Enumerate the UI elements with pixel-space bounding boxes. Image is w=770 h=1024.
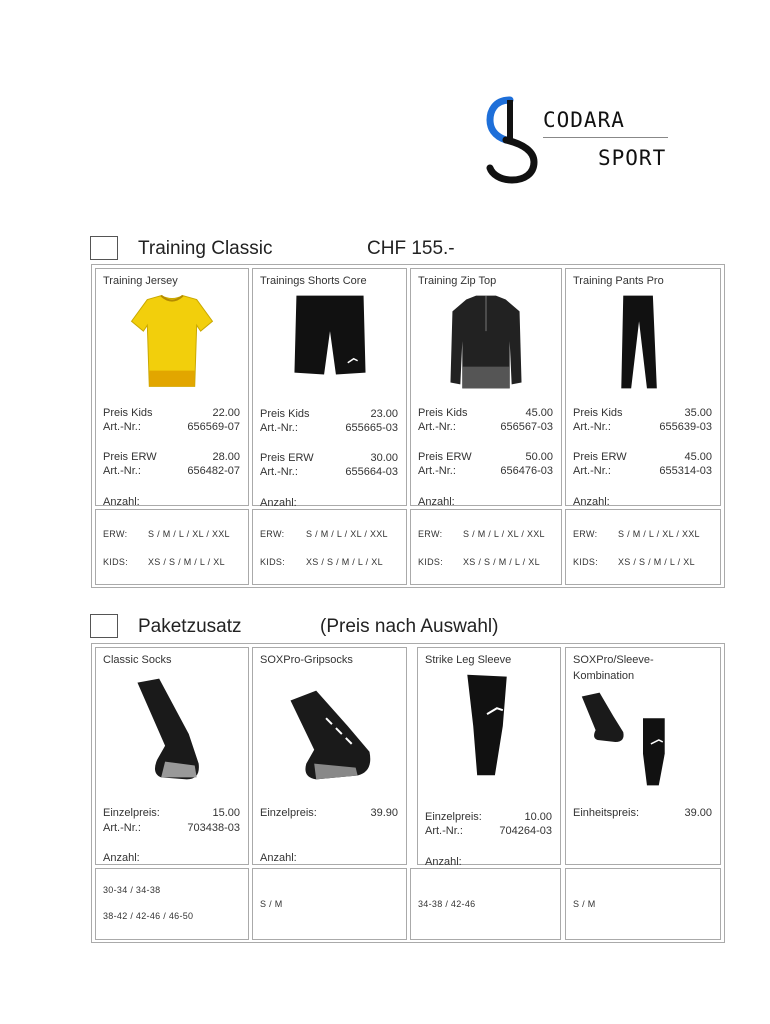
classic-socks-image: [96, 674, 248, 786]
section-paketzusatz-header: [90, 614, 550, 642]
sizes-line-1: 34-38 / 42-46: [418, 899, 476, 909]
erw-price: 28.00: [212, 451, 240, 463]
section-training-classic-header: [90, 236, 490, 264]
sizes-line-2: 38-42 / 42-46 / 46-50: [103, 911, 194, 921]
paketzusatz-table: [91, 643, 725, 943]
kids-price-label: Preis Kids: [103, 407, 153, 419]
brand-bottom-text: SPORT: [598, 146, 667, 170]
kids-article-number: 656567-03: [500, 421, 553, 433]
erw-sizes: S / M / L / XL / XXL: [148, 529, 230, 539]
brand-top-text: CODARA: [543, 108, 625, 132]
erw-sizes: S / M / L / XL / XXL: [618, 529, 700, 539]
kids-size-label: KIDS:: [573, 557, 599, 567]
training-classic-checkbox[interactable]: [90, 236, 118, 260]
erw-article-number: 656476-03: [500, 465, 553, 477]
section-title: Paketzusatz: [138, 616, 242, 637]
product-name: Strike Leg Sleeve: [425, 654, 512, 666]
article-number-label: Art.-Nr.:: [418, 465, 456, 477]
article-number-label: Art.-Nr.:: [260, 466, 298, 478]
erw-sizes: S / M / L / XL / XXL: [306, 529, 388, 539]
product-name: Trainings Shorts Core: [260, 275, 367, 287]
erw-size-label: ERW:: [418, 529, 443, 539]
product-cell-shorts: [252, 268, 407, 509]
erw-price: 50.00: [525, 451, 553, 463]
pants-image: [566, 291, 720, 391]
size-cell-shorts: [252, 509, 407, 585]
product-cell-gripsocks: [252, 647, 407, 865]
quantity-label: Anzahl:: [103, 852, 140, 864]
quantity-label: Anzahl:: [103, 496, 140, 508]
erw-price-label: Preis ERW: [103, 451, 157, 463]
section-price: CHF 155.-: [367, 238, 455, 259]
kids-size-label: KIDS:: [418, 557, 444, 567]
product-cell-zip-top: [410, 268, 562, 506]
erw-price-label: Preis ERW: [418, 451, 472, 463]
size-cell-classic-socks: [95, 868, 249, 940]
kids-price: 22.00: [212, 407, 240, 419]
kids-price-label: Preis Kids: [418, 407, 468, 419]
size-cell-leg-sleeve: [410, 868, 561, 940]
section-price: (Preis nach Auswahl): [320, 616, 499, 637]
unit-price-label: Einzelpreis:: [103, 807, 160, 819]
sizes-line-1: 30-34 / 34-38: [103, 885, 161, 895]
article-number-label: Art.-Nr.:: [418, 421, 456, 433]
erw-price: 30.00: [370, 452, 398, 464]
size-cell-combination: [565, 868, 721, 940]
erw-article-number: 655664-03: [345, 466, 398, 478]
shorts-image: [253, 291, 406, 391]
article-number-label: Art.-Nr.:: [103, 822, 141, 834]
brand-s-mark-icon: [486, 96, 542, 186]
kids-price-label: Preis Kids: [260, 408, 310, 420]
erw-price-label: Preis ERW: [573, 451, 627, 463]
unit-price-label: Einheitspreis:: [573, 807, 640, 819]
size-cell-zip-top: [410, 509, 562, 585]
quantity-label: Anzahl:: [260, 852, 297, 864]
erw-price-label: Preis ERW: [260, 452, 314, 464]
erw-article-number: 656482-07: [187, 465, 240, 477]
kids-sizes: XS / S / M / L / XL: [463, 557, 540, 567]
erw-sizes: S / M / L / XL / XXL: [463, 529, 545, 539]
gripsocks-image: [253, 680, 406, 790]
article-number-label: Art.-Nr.:: [573, 465, 611, 477]
article-number-label: Art.-Nr.:: [103, 465, 141, 477]
zip-top-image: [411, 291, 561, 391]
sizes-line-1: S / M: [260, 899, 283, 909]
brand-divider: [543, 137, 668, 138]
kids-price: 23.00: [370, 408, 398, 420]
product-cell-combination: [565, 647, 721, 865]
erw-size-label: ERW:: [573, 529, 598, 539]
erw-article-number: 655314-03: [659, 465, 712, 477]
product-name-line-2: Kombination: [573, 670, 635, 682]
kids-sizes: XS / S / M / L / XL: [306, 557, 383, 567]
article-number-label: Art.-Nr.:: [573, 421, 611, 433]
product-cell-jersey: [95, 268, 249, 506]
product-name: Training Pants Pro: [573, 275, 664, 287]
quantity-label: Anzahl:: [418, 496, 455, 508]
kids-article-number: 655639-03: [659, 421, 712, 433]
section-title: Training Classic: [138, 238, 273, 259]
size-cell-pants: [565, 509, 721, 585]
erw-price: 45.00: [684, 451, 712, 463]
training-classic-table: [91, 264, 725, 588]
product-cell-pants: [565, 268, 721, 506]
article-number-label: Art.-Nr.:: [260, 422, 298, 434]
article-number-label: Art.-Nr.:: [425, 825, 463, 837]
quantity-label: Anzahl:: [260, 497, 297, 509]
product-cell-leg-sleeve: [417, 647, 561, 868]
unit-price: 15.00: [212, 807, 240, 819]
kids-article-number: 656569-07: [187, 421, 240, 433]
product-cell-classic-socks: [95, 647, 249, 865]
kids-sizes: XS / S / M / L / XL: [148, 557, 225, 567]
erw-size-label: ERW:: [260, 529, 285, 539]
product-name: Training Zip Top: [418, 275, 497, 287]
product-name: SOXPro-Gripsocks: [260, 654, 353, 666]
kids-size-label: KIDS:: [260, 557, 286, 567]
sizes-line-1: S / M: [573, 899, 596, 909]
quantity-label: Anzahl:: [425, 856, 462, 868]
paketzusatz-checkbox[interactable]: [90, 614, 118, 638]
kids-article-number: 655665-03: [345, 422, 398, 434]
kids-sizes: XS / S / M / L / XL: [618, 557, 695, 567]
article-number: 704264-03: [499, 825, 552, 837]
kids-size-label: KIDS:: [103, 557, 129, 567]
unit-price: 39.00: [684, 807, 712, 819]
unit-price: 39.90: [370, 807, 398, 819]
kids-price: 45.00: [525, 407, 553, 419]
size-cell-gripsocks: [252, 868, 407, 940]
quantity-label: Anzahl:: [573, 496, 610, 508]
erw-size-label: ERW:: [103, 529, 128, 539]
kids-price-label: Preis Kids: [573, 407, 623, 419]
combination-image: [566, 688, 720, 788]
article-number-label: Art.-Nr.:: [103, 421, 141, 433]
codara-sport-logo: [486, 96, 676, 186]
kids-price: 35.00: [684, 407, 712, 419]
unit-price-label: Einzelpreis:: [260, 807, 317, 819]
unit-price: 10.00: [524, 811, 552, 823]
product-name: Classic Socks: [103, 654, 172, 666]
article-number: 703438-03: [187, 822, 240, 834]
size-cell-jersey: [95, 509, 249, 585]
jersey-image: [96, 291, 248, 391]
product-name-line-1: SOXPro/Sleeve-: [573, 654, 654, 666]
leg-sleeve-image: [418, 670, 560, 780]
unit-price-label: Einzelpreis:: [425, 811, 482, 823]
product-name: Training Jersey: [103, 275, 178, 287]
